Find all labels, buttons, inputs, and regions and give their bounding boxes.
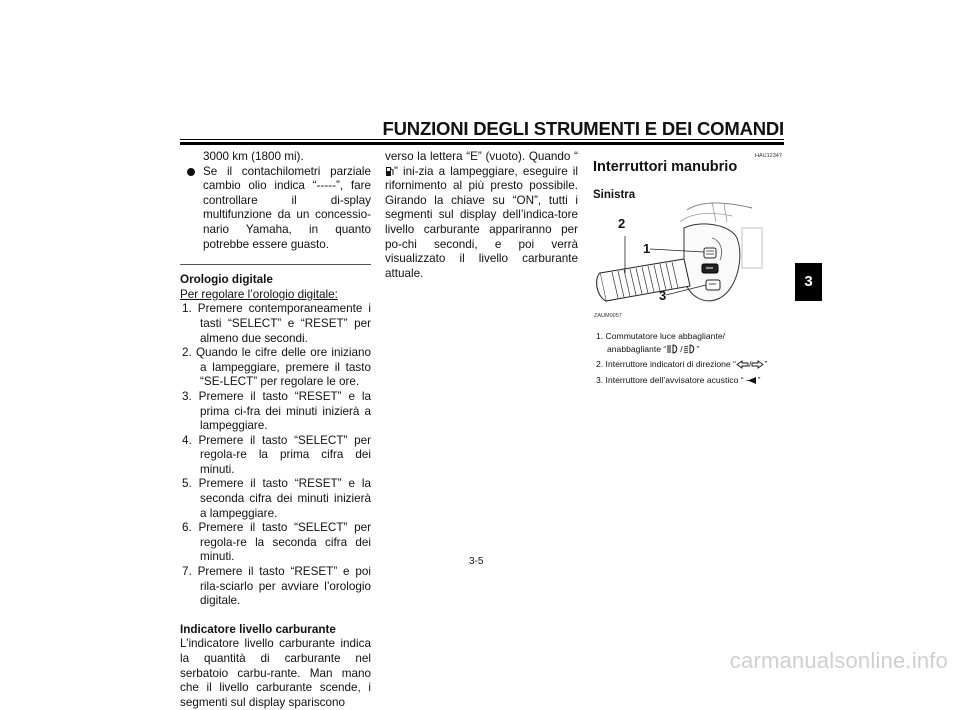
section-tab: 3 (795, 263, 822, 301)
clock-heading: Orologio digitale (180, 273, 273, 287)
figure-captions (596, 330, 796, 386)
bullet-item (180, 165, 371, 253)
caption-1: 1. Commutatore luce abbagliante/ anabbagliante “ / ” (596, 331, 725, 354)
header-rule-thin (180, 139, 784, 140)
step-item: 4. Premere il tasto “SELECT” per regola-re la prima cifra dei minuti. (182, 433, 371, 476)
step-item: 6. Premere il tasto “SELECT” per regola-re la seconda cifra dei minuti. (182, 521, 371, 564)
clock-subheading: Per regolare l’orologio digitale: (180, 287, 338, 301)
fuel-continued-text: verso la lettera “E” (vuoto). Quando “” ini-zia a lampeggiare, eseguire il rifornimento al più presto possibile. Girando la chiave su “ON”, tutti i segmenti sul display dell’indica-tore livello carburante appariranno per po-chi secondi, e poi verrà visualizzato il livello carburante attuale. (385, 150, 578, 280)
figure-code: ZAUM0057 (594, 313, 622, 319)
page-number: 3-5 (469, 556, 484, 567)
step-item: 2. Quando le cifre delle ore iniziano a lampeggiare, premere il tasto “SE-LECT” per regolare le ore. (182, 346, 371, 389)
low-beam-icon (683, 344, 697, 354)
page-header-title: FUNZIONI DEGLI STRUMENTI E DEI COMANDI (382, 118, 784, 139)
step-item: 1. Premere contemporaneamente i tasti “SELECT” e “RESET” per almeno due secondi. (182, 302, 371, 345)
step-item: 7. Premere il tasto “RESET” e poi rila-sciarlo per avviare l’orologio digitale. (182, 565, 371, 608)
watermark: carmanualsonline.info (729, 648, 948, 673)
fuel-text: L’indicatore livello carburante indica la quantità di carburante nel serbatoio carbu-rante. Man mano che il livello carburante scende, i segmenti sul display spariscono (180, 637, 371, 709)
fuel-heading: Indicatore livello carburante (180, 622, 336, 636)
bullet-text: Se il contachilometri parziale cambio olio indica “-----”, fare controllare il di-splay multifunzione da un concessio-nario Yamaha, in quanto potrebbe essere guasto. (203, 164, 371, 251)
callout-1: 1 (643, 241, 651, 256)
high-beam-icon (666, 344, 680, 354)
separator (180, 264, 371, 265)
left-column (180, 150, 371, 710)
bullet-icon (187, 168, 195, 176)
callout-3: 3 (659, 288, 667, 303)
turn-right-arrow-icon (751, 360, 764, 369)
middle-column (385, 150, 578, 281)
subsection-heading: Sinistra (593, 189, 636, 201)
step-item: 3. Premere il tasto “RESET” e la prima ci-fra dei minuti inizierà a lampeggiare. (182, 389, 371, 433)
turn-left-arrow-icon (736, 360, 749, 369)
callout-2: 2 (618, 216, 626, 231)
horn-icon (744, 376, 758, 385)
step-item: 5. Premere il tasto “RESET” e la seconda cifra dei minuti inizierà a lampeggiare. (182, 477, 371, 520)
section-heading: Interruttori manubrio (593, 159, 738, 175)
continuation-line: 3000 km (1800 mi). (203, 150, 304, 163)
section-code: HAU12347 (755, 153, 782, 159)
clock-steps (180, 302, 371, 608)
caption-2: 2. Interruttore indicatori di direzione “ / ” (596, 359, 768, 369)
header-rule-thick (180, 142, 784, 145)
caption-3: 3. Interruttore dell’avvisatore acustico “ ” (596, 374, 761, 385)
fuel-pump-icon (385, 166, 394, 177)
